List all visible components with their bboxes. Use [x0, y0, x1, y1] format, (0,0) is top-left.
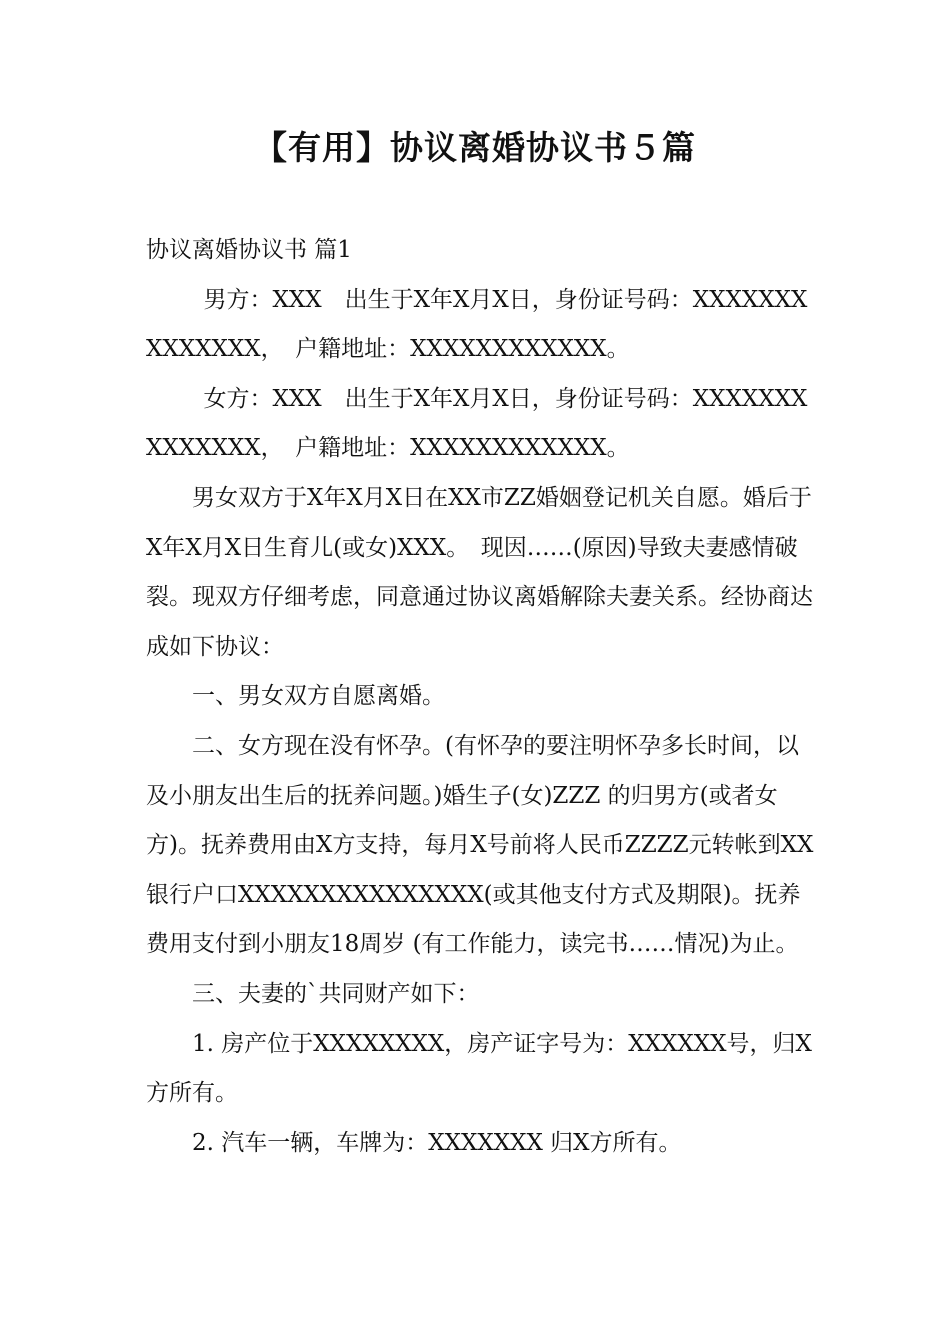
paragraph-female-party: 女方：XXX 出生于X年X月X日，身份证号码：XXXXXXXXXXXXXX， 户籍地址：XXXXXXXXXXXX。: [146, 385, 808, 462]
paragraph-clause-3: 三、夫妻的`共同财产如下：: [192, 980, 480, 1007]
document-body: [146, 226, 818, 1168]
section-heading: 协议离婚协议书 篇1: [146, 237, 352, 263]
paragraph-background: 男女双方于X年X月X日在XX市ZZ婚姻登记机关自愿。婚后于X年X月X日生育儿(或女)XXX。 现因……(原因)导致夫妻感情破裂。现双方仔细考虑，同意通过协议离婚解除夫妻关系。经协商达成如下协议：: [146, 484, 813, 660]
paragraph-property-2: 2. 汽车一辆，车牌为：XXXXXXX 归X方所有。: [192, 1129, 682, 1156]
paragraph-clause-1: 一、男女双方自愿离婚。: [192, 683, 445, 710]
paragraph-male-party: 男方：XXX 出生于X年X月X日，身份证号码：XXXXXXXXXXXXXX， 户籍地址：XXXXXXXXXXXX。: [146, 286, 808, 363]
paragraph-property-1: 1. 房产位于XXXXXXXX，房产证字号为：XXXXXX号，归X方所有。: [146, 1030, 812, 1107]
paragraph-clause-2: 二、女方现在没有怀孕。(有怀孕的要注明怀孕多长时间，以及小朋友出生后的抚养问题。)婚生子(女)ZZZ 的归男方(或者女方)。抚养费用由X方支持，每月X号前将人民币ZZZZ元转帐到XX银行户口XXXXXXXXXXXXXXX(或其他支付方式及期限)。抚养费用支付到小朋友18周岁 (有工作能力，读完书……情况)为止。: [146, 732, 814, 958]
document-title: 【有用】协议离婚协议书５篇: [254, 128, 696, 167]
